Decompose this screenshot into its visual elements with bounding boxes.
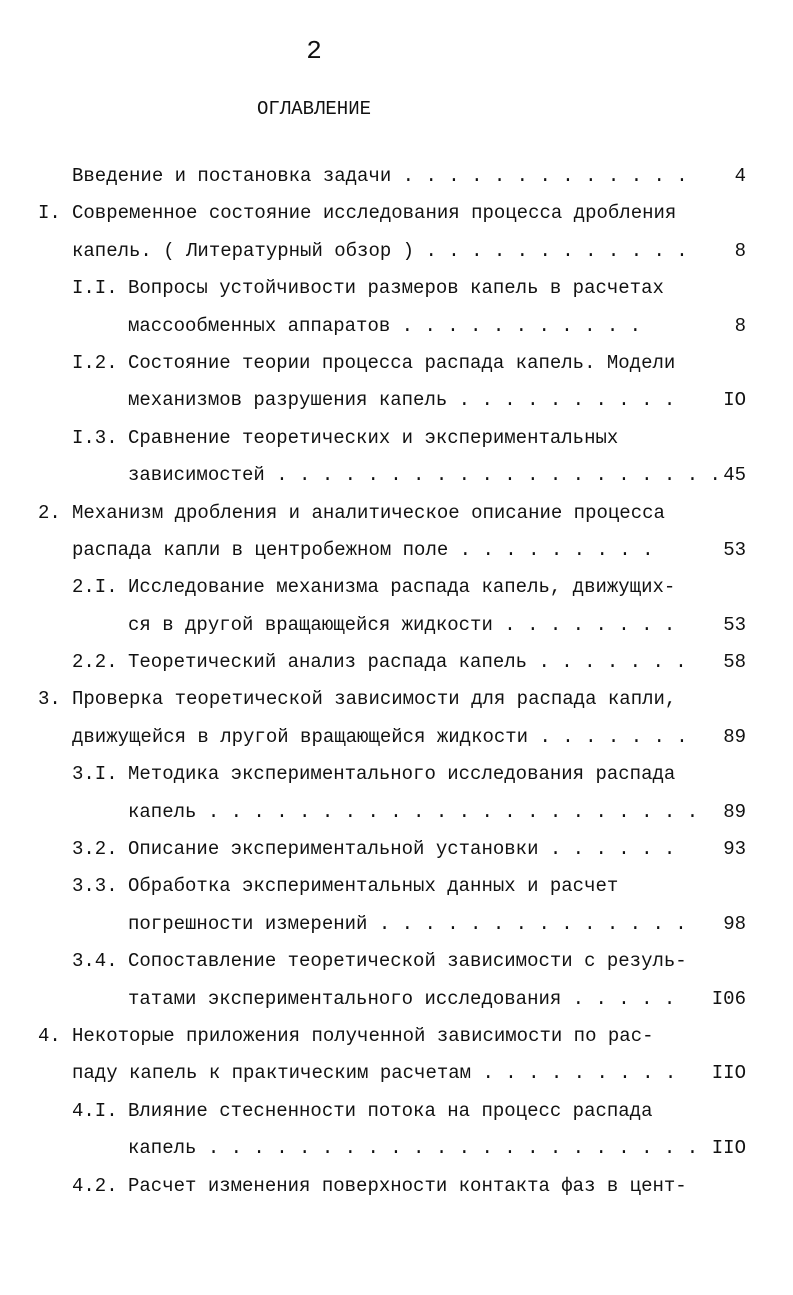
toc-entry-text: Расчет изменения поверхности контакта фаз в цент-	[128, 1174, 687, 1197]
toc-entry-continuation	[0, 233, 793, 270]
toc-entry-section-1-2	[0, 345, 793, 382]
toc-entry-text: массообменных аппаратов . . . . . . . . . . .	[128, 314, 642, 337]
toc-entry-continuation	[0, 1055, 793, 1092]
toc-entry-introduction	[0, 158, 793, 195]
toc-entry-text: Влияние стесненности потока на процесс распада	[128, 1099, 653, 1122]
toc-entry-page: 45	[723, 464, 746, 487]
toc-entry-chapter-4	[0, 1018, 793, 1055]
toc-entry-text: зависимостей . . . . . . . . . . . . . . . . . . . .	[128, 464, 721, 487]
toc-entry-text: Описание экспериментальной установки . . . . . .	[128, 838, 676, 861]
toc-entry-text: распада капли в центробежном поле . . . . . . . . .	[72, 538, 654, 561]
toc-entry-chapter-3	[0, 681, 793, 718]
toc-entry-text: капель . . . . . . . . . . . . . . . . . . . . . .	[128, 800, 699, 823]
toc-entry-text: капель . . . . . . . . . . . . . . . . . . . . . .	[128, 1137, 699, 1160]
toc-entry-continuation	[0, 1130, 793, 1167]
toc-entry-section-3-2	[0, 831, 793, 868]
toc-entry-section-3-1	[0, 756, 793, 793]
toc-entry-text: татами экспериментального исследования . . . . .	[128, 987, 676, 1010]
toc-entry-chapter-2	[0, 495, 793, 532]
toc-entry-page: 8	[734, 239, 746, 262]
toc-entry-section-1-1	[0, 270, 793, 307]
toc-entry-chapter-1	[0, 195, 793, 232]
table-of-contents	[0, 158, 793, 1205]
toc-entry-section-2-2	[0, 644, 793, 681]
toc-entry-page: 8	[734, 314, 746, 337]
toc-entry-page: IIO	[711, 1062, 746, 1085]
toc-entry-continuation	[0, 532, 793, 569]
toc-entry-page: 93	[723, 838, 746, 861]
toc-entry-continuation	[0, 906, 793, 943]
toc-entry-number: 2.	[38, 501, 61, 524]
toc-entry-number: 3.4.	[72, 950, 118, 973]
toc-entry-section-3-4	[0, 943, 793, 980]
toc-entry-text: Состояние теории процесса распада капель. Модели	[128, 351, 676, 374]
toc-entry-text: погрешности измерений . . . . . . . . . . . . . .	[128, 912, 687, 935]
toc-entry-continuation	[0, 308, 793, 345]
toc-entry-page: 58	[723, 651, 746, 674]
toc-entry-page: 98	[723, 912, 746, 935]
toc-entry-continuation	[0, 382, 793, 419]
toc-entry-page: 89	[723, 800, 746, 823]
toc-entry-number: 3.I.	[72, 763, 118, 786]
toc-entry-page: 53	[723, 613, 746, 636]
toc-entry-text: Проверка теоретической зависимости для распада капли,	[72, 688, 677, 711]
toc-entry-number: 3.3.	[72, 875, 118, 898]
toc-entry-continuation	[0, 981, 793, 1018]
toc-entry-section-3-3	[0, 868, 793, 905]
toc-entry-page: I06	[711, 987, 746, 1010]
toc-entry-text: капель. ( Литературный обзор ) . . . . . . . . . . . .	[72, 239, 688, 262]
toc-entry-text: Некоторые приложения полученной зависимости по рас-	[72, 1024, 654, 1047]
toc-entry-page: IO	[723, 389, 746, 412]
toc-title: ОГЛАВЛЕНИЕ	[256, 98, 372, 120]
toc-entry-continuation	[0, 607, 793, 644]
toc-entry-text: движущейся в лругой вращающейся жидкости . . . . . . .	[72, 725, 688, 748]
toc-entry-text: Обработка экспериментальных данных и расчет	[128, 875, 619, 898]
toc-entry-section-2-1	[0, 569, 793, 606]
toc-entry-text: Вопросы устойчивости размеров капель в расчетах	[128, 277, 664, 300]
toc-entry-number: 3.	[38, 688, 61, 711]
toc-entry-number: I.3.	[72, 426, 118, 449]
toc-entry-continuation	[0, 719, 793, 756]
toc-entry-section-1-3	[0, 420, 793, 457]
toc-entry-number: 4.2.	[72, 1174, 118, 1197]
toc-entry-number: 2.I.	[72, 576, 118, 599]
toc-entry-section-4-1	[0, 1093, 793, 1130]
toc-entry-number: 4.	[38, 1024, 61, 1047]
toc-entry-text: Введение и постановка задачи . . . . . . . . . . . . .	[72, 165, 688, 187]
toc-entry-page: 53	[723, 538, 746, 561]
toc-entry-text: Теоретический анализ распада капель . . . . . . .	[128, 651, 687, 674]
page-number: 2	[306, 36, 322, 66]
toc-entry-text: паду капель к практическим расчетам . . . . . . . . .	[72, 1062, 677, 1085]
toc-entry-text: механизмов разрушения капель . . . . . . . . . .	[128, 389, 676, 412]
toc-entry-continuation	[0, 457, 793, 494]
toc-entry-number: I.I.	[72, 277, 118, 300]
toc-entry-number: I.2.	[72, 351, 118, 374]
toc-entry-text: Исследование механизма распада капель, движущих-	[128, 576, 676, 599]
toc-entry-number: 4.I.	[72, 1099, 118, 1122]
toc-entry-number: 3.2.	[72, 838, 118, 861]
toc-entry-text: Сопоставление теоретической зависимости с резуль-	[128, 950, 687, 973]
toc-entry-text: Современное состояние исследования процесса дробления	[72, 202, 677, 225]
toc-entry-text: Сравнение теоретических и экспериментальных	[128, 426, 619, 449]
toc-entry-page: 89	[723, 725, 746, 748]
toc-entry-text: ся в другой вращающейся жидкости . . . . . . . .	[128, 613, 676, 636]
toc-entry-section-4-2	[0, 1168, 793, 1205]
toc-entry-number: I.	[38, 202, 61, 225]
toc-entry-page: IIO	[711, 1137, 746, 1160]
toc-entry-number: 2.2.	[72, 651, 118, 674]
toc-entry-continuation	[0, 794, 793, 831]
toc-entry-text: Методика экспериментального исследования распада	[128, 763, 676, 786]
toc-entry-text: Механизм дробления и аналитическое описание процесса	[72, 501, 665, 524]
toc-entry-page: 4	[734, 165, 746, 187]
